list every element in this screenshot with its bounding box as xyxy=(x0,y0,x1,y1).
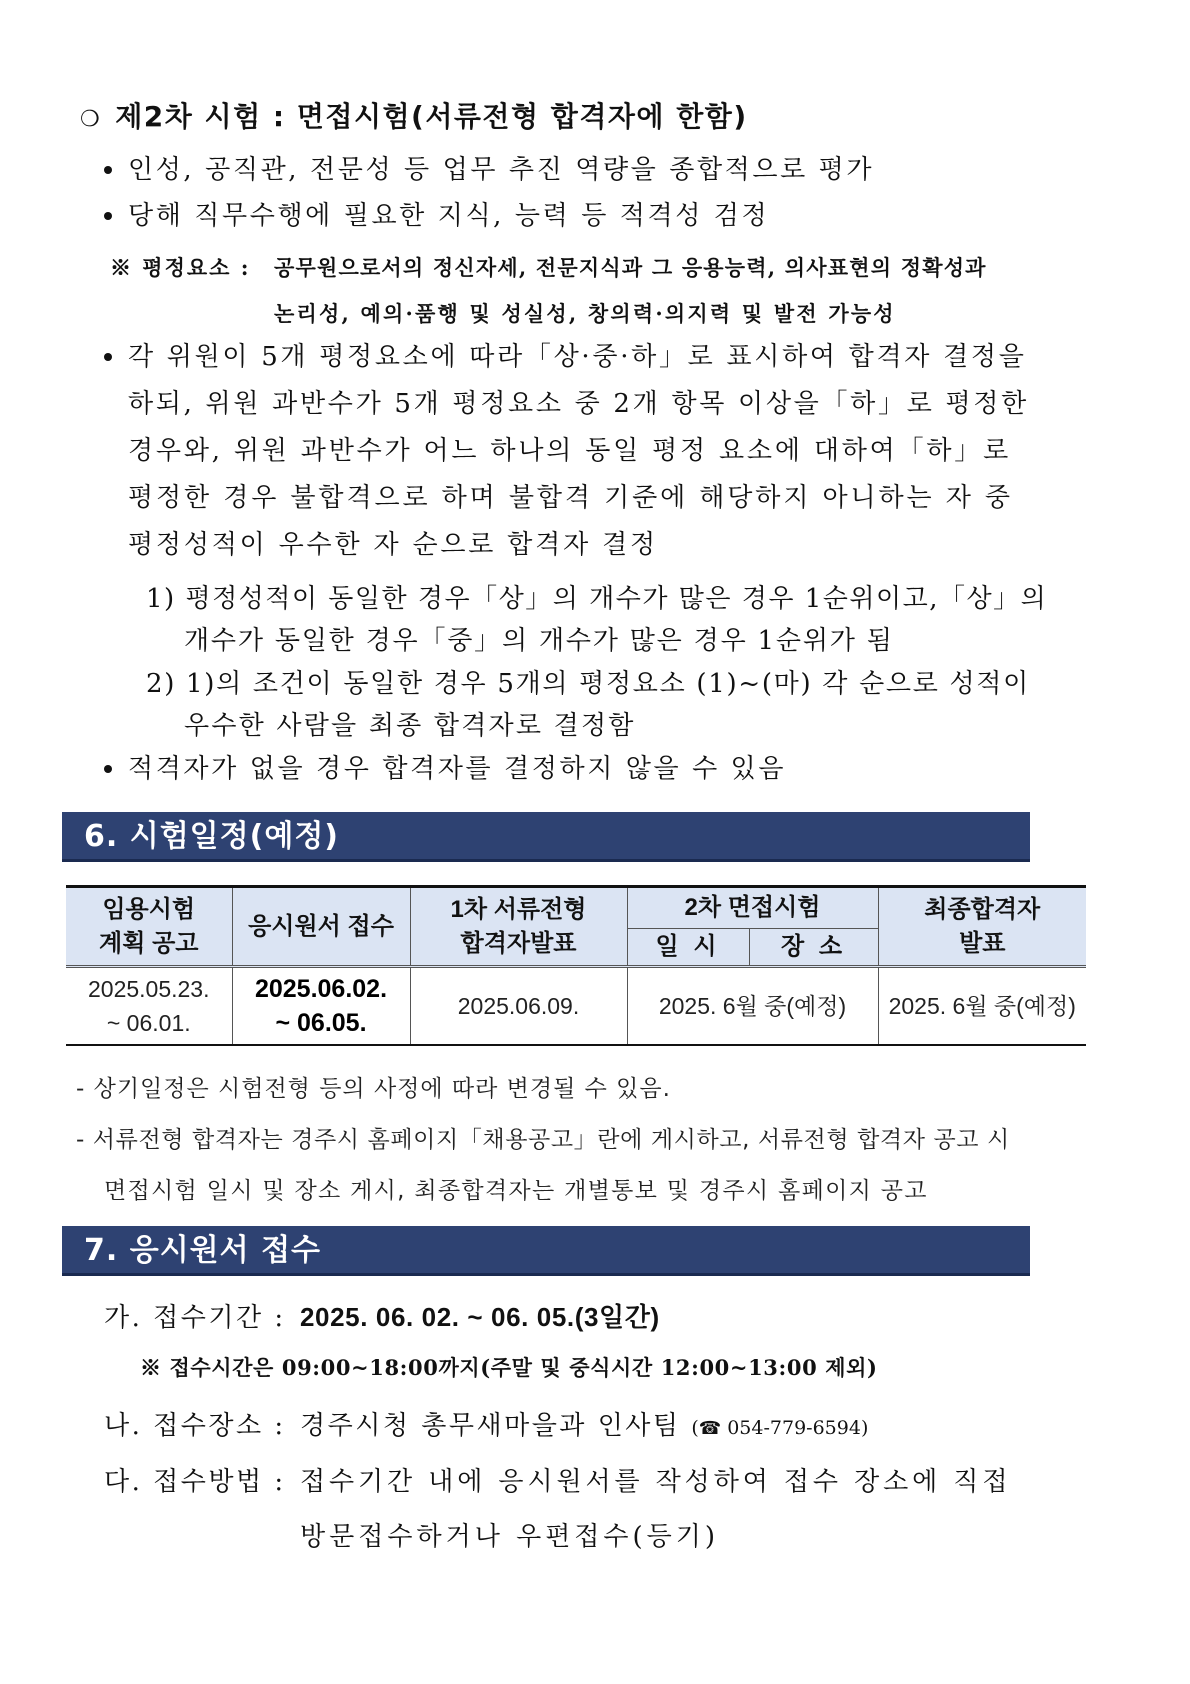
col-header-document-result xyxy=(410,887,627,967)
method-line-2: 방문접수하거나 우편접수(등기) xyxy=(300,1522,720,1552)
schedule-table xyxy=(66,885,1086,1046)
tiebreak-item-1-line-2: 개수가 동일한 경우「중」의 개수가 많은 경우 1순위가 됨 xyxy=(184,626,894,656)
schedule-note-2-line-2: 면접시험 일시 및 장소 게시, 최종합격자는 개별통보 및 경주시 홈페이지 공고 xyxy=(104,1178,928,1204)
exam2-bullet-1: 인성, 공직관, 전문성 등 업무 추진 역량을 종합적으로 평가 xyxy=(128,155,875,185)
place-text: 경주시청 총무새마을과 인사팀 xyxy=(300,1411,681,1441)
exam2-paragraph-line-3: 경우와, 위원 과반수가 어느 하나의 동일 평정 요소에 대하여「하」로 xyxy=(128,436,1011,466)
table-row xyxy=(66,967,1086,1046)
bullet-dot-icon xyxy=(104,166,112,174)
place-value xyxy=(300,1405,868,1442)
exam2-paragraph-line-4: 평정한 경우 불합격으로 하며 불합격 기준에 해당하지 아니하는 자 중 xyxy=(128,483,1013,513)
section-7-header: 7. 응시원서 접수 xyxy=(62,1226,1030,1276)
col-header-application: 응시원서 접수 xyxy=(232,887,410,967)
col-header-interview: 2차 면접시험 xyxy=(627,887,878,929)
col-header-interview-time: 일 시 xyxy=(627,929,749,967)
col-header-text: 발표 xyxy=(959,929,1006,957)
cell-interview: 2025. 6월 중(예정) xyxy=(627,967,878,1046)
evaluation-note-line-1 xyxy=(274,252,1089,282)
cell-document-result: 2025.06.09. xyxy=(410,967,627,1046)
bullet-dot-icon xyxy=(104,765,112,773)
cell-final-result: 2025. 6월 중(예정) xyxy=(878,967,1086,1046)
exam2-paragraph-line-1: 각 위원이 5개 평정요소에 따라「상·중·하」로 표시하여 합격자 결정을 xyxy=(128,342,1027,372)
period-note: ※ 접수시간은 09:00~18:00까지(주말 및 중식시간 12:00~13:00 제외) xyxy=(140,1355,878,1380)
schedule-note-2-line-1 xyxy=(76,1121,1088,1154)
exam2-paragraph-line-2: 하되, 위원 과반수가 5개 평정요소 중 2개 항목 이상을「하」로 평정한 xyxy=(128,389,1029,419)
col-header-final-result xyxy=(878,887,1086,967)
period-label: 가. 접수기간 : xyxy=(104,1303,286,1333)
cell-text: 2025.06.02. xyxy=(254,975,388,1003)
cell-text: 2025.05.23. xyxy=(87,976,210,1002)
cell-text: ~ 06.05. xyxy=(275,1009,367,1037)
cell-application xyxy=(232,967,410,1046)
cell-announcement xyxy=(66,967,232,1046)
evaluation-note-text-1: 공무원으로서의 정신자세, 전문지식과 그 응용능력, 의사표현의 정확성과 xyxy=(274,255,987,280)
col-header-announcement xyxy=(66,887,232,967)
phone-number: 054-779-6594 xyxy=(727,1417,861,1439)
exam2-heading xyxy=(80,95,748,135)
method-label: 다. 접수방법 : xyxy=(104,1467,286,1497)
method-line-1: 접수기간 내에 응시원서를 작성하여 접수 장소에 직접 xyxy=(300,1467,1012,1497)
col-header-text: 합격자발표 xyxy=(460,929,577,957)
period-value: 2025. 06. 02. ~ 06. 05.(3일간) xyxy=(300,1302,660,1332)
col-header-text: 임용시험 xyxy=(102,895,196,923)
exam2-paragraph-line-5: 평정성적이 우수한 자 순으로 합격자 결정 xyxy=(128,530,658,560)
schedule-note-1: - 상기일정은 시험전형 등의 사정에 따라 변경될 수 있음. xyxy=(76,1076,671,1102)
phone-info: (☎ 054-779-6594) xyxy=(691,1417,869,1439)
schedule-note-2-text: - 서류전형 합격자는 경주시 홈페이지「채용공고」란에 게시하고, 서류전형 합격자 공고 시 xyxy=(76,1127,1010,1153)
bullet-dot-icon xyxy=(104,212,112,220)
circle-marker-icon: ❍ xyxy=(80,107,102,132)
cell-text: ~ 06.01. xyxy=(106,1010,191,1036)
col-header-text: 최종합격자 xyxy=(924,895,1041,923)
bullet-dot-icon xyxy=(104,353,112,361)
col-header-text: 1차 서류전형 xyxy=(450,895,587,923)
evaluation-note-prefix: ※ 평정요소 : xyxy=(110,255,251,280)
exam2-bullet-last: 적격자가 없을 경우 합격자를 결정하지 않을 수 있음 xyxy=(128,754,787,784)
col-header-interview-place: 장 소 xyxy=(749,929,878,967)
evaluation-note-line-2: 논리성, 예의·품행 및 성실성, 창의력·의지력 및 발전 가능성 xyxy=(274,301,896,326)
place-label: 나. 접수장소 : xyxy=(104,1411,286,1441)
exam2-title: 제2차 시험 : 면접시험(서류전형 합격자에 한함) xyxy=(115,100,748,133)
exam2-bullet-2: 당해 직무수행에 필요한 지식, 능력 등 적격성 검정 xyxy=(128,201,770,231)
section-6-header: 6. 시험일정(예정) xyxy=(62,812,1030,862)
phone-icon: ☎ xyxy=(698,1418,722,1439)
tiebreak-item-2-line-1: 2) 1)의 조건이 동일한 경우 5개의 평정요소 (1)~(마) 각 순으로 성적이 xyxy=(146,669,1030,699)
col-header-text: 계획 공고 xyxy=(99,929,199,957)
tiebreak-item-2-line-2: 우수한 사람을 최종 합격자로 결정함 xyxy=(184,711,636,741)
tiebreak-item-1-line-1: 1) 평정성적이 동일한 경우「상」의 개수가 많은 경우 1순위이고,「상」의 xyxy=(146,584,1048,614)
